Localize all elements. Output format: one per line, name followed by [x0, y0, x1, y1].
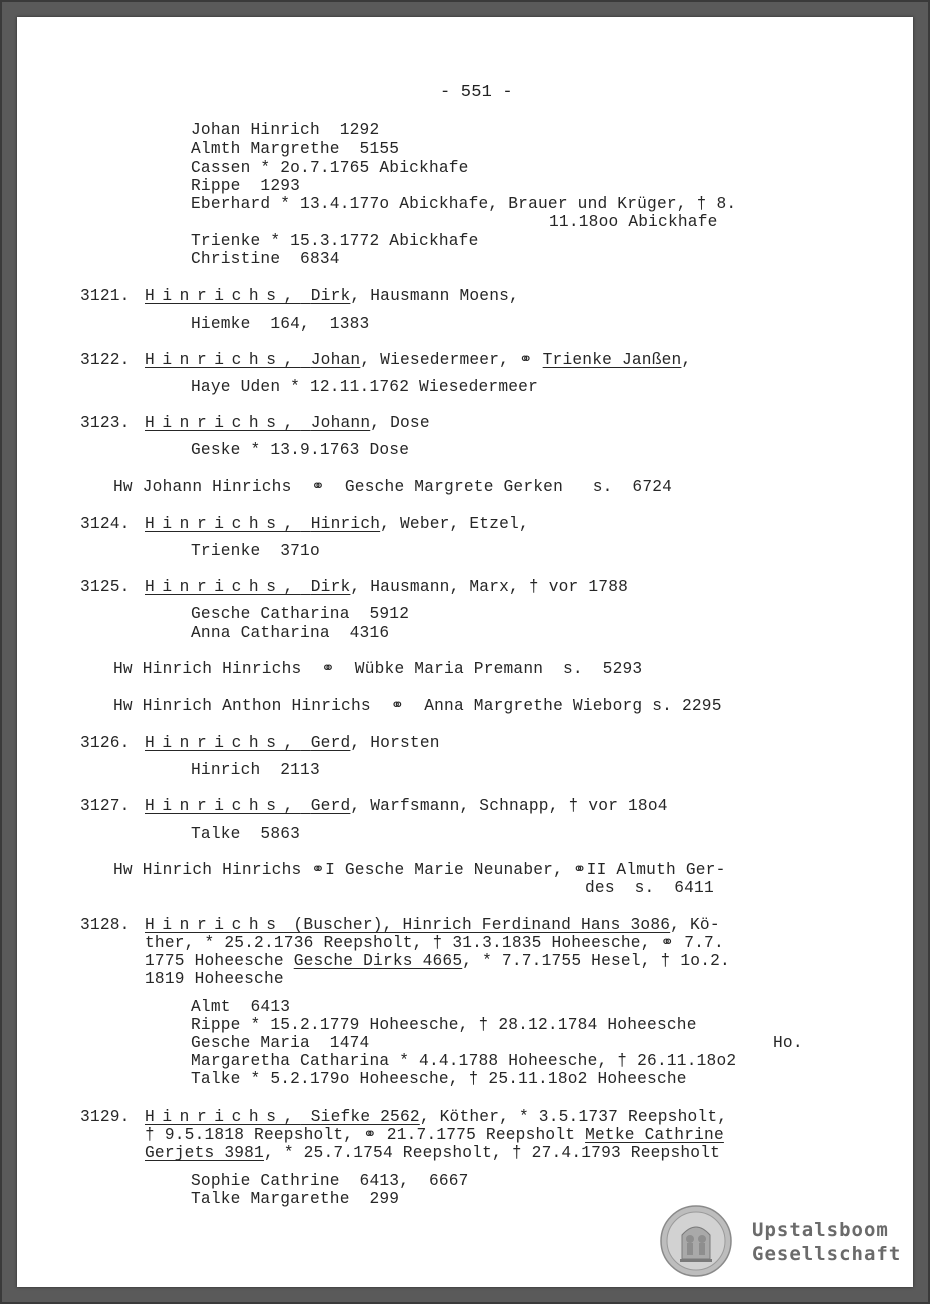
entry-given-name: Gerd [310, 734, 351, 752]
hw-prefix: Hw [113, 660, 133, 678]
entry-details: , Warfsmann, Schnapp, † vor 18o4 [350, 797, 668, 815]
entry-surname: Hinrichs, [145, 351, 301, 369]
entry-details-line [145, 1144, 720, 1163]
husband-wife-line [113, 861, 725, 880]
child-line: Gesche Maria 1474 [191, 1034, 370, 1052]
entry-details: , Wiesedermeer, ⚭ [360, 351, 543, 369]
child-line: Rippe * 15.2.1779 Hoheesche, † 28.12.1784 Hoheesche [191, 1016, 697, 1034]
hw-text: Hinrich Hinrichs ⚭ Wübke Maria Premann s. 5293 [142, 660, 643, 678]
hw-continuation: des s. 6411 [585, 879, 714, 897]
entry-heading [145, 734, 440, 753]
child-line: Johan Hinrich 1292 [191, 121, 380, 139]
entry-details: , Köther, * 3.5.1737 Reepsholt, [419, 1108, 728, 1126]
entry-name [145, 414, 370, 432]
entry-details: , * 7.7.1755 Hesel, † 1o.2. [462, 952, 730, 970]
entry-number: 3123. [80, 414, 130, 432]
entry-surname: Hinrichs, [145, 414, 301, 432]
entry-number: 3125. [80, 578, 130, 596]
child-line: 11.18oo Abickhafe [549, 213, 718, 231]
child-line: Sophie Cathrine 6413, 6667 [191, 1172, 469, 1190]
entry-given-name: Johan [310, 351, 361, 369]
entry-details: , Dose [370, 414, 430, 432]
husband-wife-line [113, 660, 642, 679]
entry-spouse: Gerjets 3981 [145, 1144, 264, 1162]
entry-name [145, 916, 670, 934]
entry-heading [145, 287, 519, 306]
child-line: Hinrich 2113 [191, 761, 320, 779]
overflow-mark: Ho. [773, 1034, 803, 1052]
hw-text: Hinrich Hinrichs ⚭I Gesche Marie Neunaber, ⚭II Almuth Ger- [142, 861, 726, 879]
child-line: Eberhard * 13.4.177o Abickhafe, Brauer und Krüger, † 8. [191, 195, 737, 213]
child-line: Trienke 371o [191, 542, 320, 560]
entry-details-line: ther, * 25.2.1736 Reepsholt, † 31.3.1835 Hoheesche, ⚭ 7.7. [145, 934, 724, 952]
entry-heading [145, 414, 430, 433]
entry-heading [145, 1108, 727, 1127]
entry-name [145, 287, 350, 305]
entry-number: 3127. [80, 797, 130, 815]
hw-text: Hinrich Anthon Hinrichs ⚭ Anna Margrethe Wieborg s. 2295 [142, 697, 722, 715]
entry-name [145, 515, 380, 533]
child-line: Trienke * 15.3.1772 Abickhafe [191, 232, 479, 250]
entry-details: , Hausmann, Marx, † vor 1788 [350, 578, 629, 596]
entry-given-name: Siefke 2562 [300, 1108, 420, 1126]
entry-number: 3129. [80, 1108, 130, 1126]
seal-icon [660, 1205, 732, 1277]
entry-details: , Weber, Etzel, [380, 515, 529, 533]
entry-details: , Horsten [350, 734, 440, 752]
entry-details: , Hausmann Moens, [350, 287, 519, 305]
child-line: Almt 6413 [191, 998, 291, 1016]
entry-name [145, 351, 360, 369]
entry-heading [145, 916, 720, 935]
entry-details-line [145, 952, 730, 971]
entry-details: † 9.5.1818 Reepsholt, ⚭ 21.7.1775 Reepsholt [145, 1126, 586, 1144]
entry-name [145, 578, 350, 596]
child-line: Talke Margarethe 299 [191, 1190, 400, 1208]
entry-spouse: Metke Cathrine [585, 1126, 724, 1144]
hw-text: Johann Hinrichs ⚭ Gesche Margrete Gerken s. 6724 [142, 478, 673, 496]
hw-prefix: Hw [113, 861, 133, 879]
child-line: Anna Catharina 4316 [191, 624, 390, 642]
entry-number: 3124. [80, 515, 130, 533]
entry-number: 3122. [80, 351, 130, 369]
child-line: Rippe 1293 [191, 177, 301, 195]
entry-details-line: 1819 Hoheesche [145, 970, 284, 988]
entry-heading [145, 515, 529, 534]
entry-given-name: Hinrich [310, 515, 381, 533]
hw-prefix: Hw [113, 697, 133, 715]
entry-surname: Hinrichs, [145, 578, 301, 596]
entry-details-line [145, 1126, 724, 1145]
child-line: Talke * 5.2.179o Hoheesche, † 25.11.18o2 Hoheesche [191, 1070, 687, 1088]
husband-wife-line [113, 697, 722, 716]
entry-details: , [681, 351, 692, 369]
entry-surname: Hinrichs, [145, 797, 301, 815]
entry-number: 3121. [80, 287, 130, 305]
entry-given-name: Gerd [310, 797, 351, 815]
entry-heading [145, 797, 668, 816]
entry-surname: Hinrichs, [145, 734, 301, 752]
child-line: Margaretha Catharina * 4.4.1788 Hoheesche, † 26.11.18o2 [191, 1052, 737, 1070]
entry-name [145, 1108, 420, 1126]
child-line: Christine 6834 [191, 250, 340, 268]
child-line: Talke 5863 [191, 825, 301, 843]
page-number: - 551 - [440, 83, 513, 102]
child-line: Hiemke 164, 1383 [191, 315, 370, 333]
entry-given-name: Johann [310, 414, 371, 432]
entry-surname: Hinrichs, [145, 515, 301, 533]
child-line: Geske * 13.9.1763 Dose [191, 441, 410, 459]
child-line: Haye Uden * 12.11.1762 Wiesedermeer [191, 378, 538, 396]
logo-line-1: Upstalsboom [752, 1219, 889, 1241]
entry-given-name: Dirk [310, 578, 351, 596]
entry-given-name: (Buscher), Hinrich Ferdinand Hans 3o86 [283, 916, 671, 934]
child-line: Almth Margrethe 5155 [191, 140, 400, 158]
entry-surname: Hinrichs, [145, 1108, 301, 1126]
entry-given-name: Dirk [310, 287, 351, 305]
entry-details: , * 25.7.1754 Reepsholt, † 27.4.1793 Reepsholt [263, 1144, 721, 1162]
entry-spouse: Trienke Janßen [542, 351, 682, 369]
entry-name [145, 734, 350, 752]
entry-number: 3128. [80, 916, 130, 934]
entry-details: 1775 Hoheesche [145, 952, 294, 970]
hw-prefix: Hw [113, 478, 133, 496]
logo-text [752, 1218, 901, 1266]
logo-line-2: Gesellschaft [752, 1243, 902, 1265]
entry-name [145, 797, 350, 815]
entry-spouse: Gesche Dirks 4665 [293, 952, 463, 970]
husband-wife-line [113, 478, 672, 497]
child-line: Gesche Catharina 5912 [191, 605, 410, 623]
entry-surname: Hinrichs [145, 916, 284, 934]
entry-surname: Hinrichs, [145, 287, 301, 305]
entry-number: 3126. [80, 734, 130, 752]
entry-heading [145, 578, 628, 597]
entry-heading [145, 351, 691, 370]
entry-details: , Kö- [670, 916, 720, 934]
child-line: Cassen * 2o.7.1765 Abickhafe [191, 159, 469, 177]
